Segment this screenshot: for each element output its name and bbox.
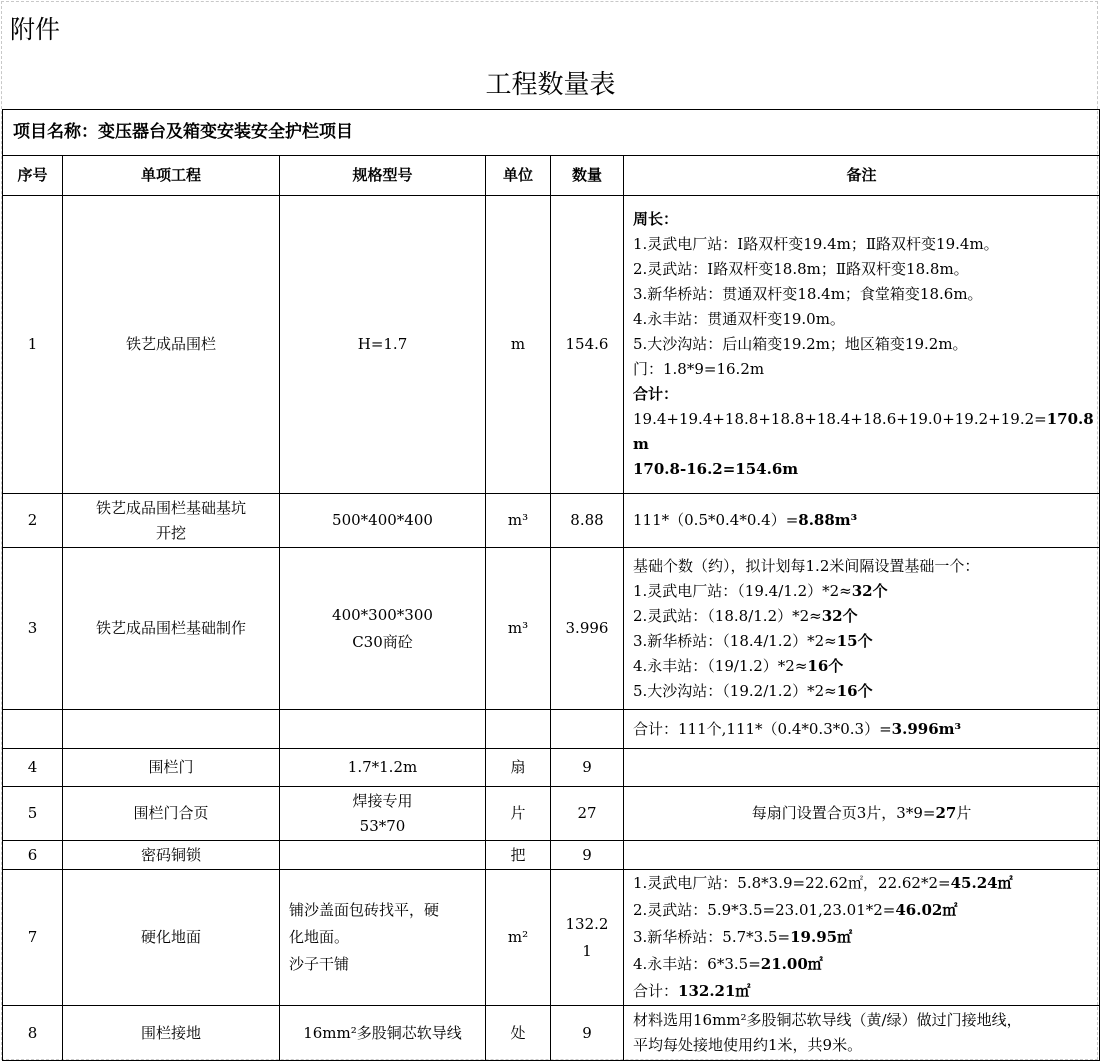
spec-line: 化地面。 [289,928,350,946]
empty-cell [551,710,624,749]
row-no: 4 [3,749,63,787]
table-row [3,196,1100,494]
row-qty: 27 [551,787,624,841]
row-spec [280,548,486,710]
row-qty: 9 [551,841,624,870]
spec-line: C30商砼 [352,632,413,651]
col-header-unit: 单位 [486,156,551,196]
note-line: 2.灵武站：5.9*3.5=23.01,23.01*2=46.02㎡ [633,901,958,919]
item-line: 开挖 [155,523,186,542]
row-qty: 154.6 [551,196,624,494]
row-notes [624,1006,1100,1061]
row-item: 密码铜锁 [63,841,280,870]
row-qty: 9 [551,1006,624,1061]
row-no: 6 [3,841,63,870]
row-qty: 8.88 [551,494,624,548]
header-row [3,156,1100,196]
table-row [3,494,1100,548]
table-row [3,749,1100,787]
note-line: 5.大沙沟站：（19.2/1.2）*2≈16个 [633,681,873,700]
note-line: 合计：132.21㎡ [633,982,751,1000]
row-spec [280,841,486,870]
note-line: 2.灵武站：（18.8/1.2）*2≈32个 [633,606,858,625]
col-header-spec: 规格型号 [280,156,486,196]
note-line: 3.新华桥站：贯通双杆变18.4m；食堂箱变18.6m。 [633,285,983,303]
row-item: 围栏门 [63,749,280,787]
row-item [63,494,280,548]
quantity-table [2,109,1100,1061]
row-notes [624,548,1100,710]
note-line: 3.新华桥站：5.7*3.5=19.95㎡ [633,928,853,946]
row-no: 5 [3,787,63,841]
row-item: 铁艺成品围栏 [63,196,280,494]
row-item: 围栏门合页 [63,787,280,841]
empty-cell [280,710,486,749]
row-qty: 9 [551,749,624,787]
row-unit: 片 [486,787,551,841]
note-line: 5.大沙沟站：后山箱变19.2m；地区箱变19.2m。 [633,335,968,353]
row-item: 硬化地面 [63,870,280,1006]
row-item: 铁艺成品围栏基础制作 [63,548,280,710]
note-line: 平均每处接地使用约1米，共9米。 [633,1036,863,1054]
row-notes: 每扇门设置合页3片，3*9=27片 [624,787,1100,841]
row-unit: m² [486,870,551,1006]
note-line: 周长： [633,210,679,228]
note-line: 170.8-16.2=154.6m [633,460,799,478]
row-unit: m³ [486,548,551,710]
empty-cell [63,710,280,749]
project-name: 项目名称：变压器台及箱变安装安全护栏项目 [3,110,1100,156]
note-line: 4.永丰站：贯通双杆变19.0m。 [633,310,845,328]
sum-expression: 19.4+19.4+18.8+18.8+18.4+18.6+19.0+19.2+19.2= [633,410,1047,428]
table-row [3,548,1100,710]
note-text: 111*（0.5*0.4*0.4）= [633,511,799,529]
row-notes [624,749,1100,787]
row-spec: H=1.7 [280,196,486,494]
project-row [3,110,1100,156]
note-line: 1.灵武电厂站：5.8*3.9=22.62㎡，22.62*2=45.24㎡ [633,874,1013,892]
spec-line: 沙子干铺 [289,955,350,973]
row-no: 3 [3,548,63,710]
row-qty [551,870,624,1006]
row-no: 8 [3,1006,63,1061]
qty-line: 132.2 [565,914,609,933]
row-spec: 16mm²多股铜芯软导线 [280,1006,486,1061]
note-line: 合计： [633,385,679,403]
note-line: 1.灵武电厂站：Ⅰ路双杆变19.4m；Ⅱ路双杆变19.4m。 [633,235,999,253]
spec-line: 400*300*300 [332,605,433,624]
row-notes [624,870,1100,1006]
row-unit: 处 [486,1006,551,1061]
row-item: 围栏接地 [63,1006,280,1061]
row-spec [280,787,486,841]
row-notes [624,841,1100,870]
empty-cell [486,710,551,749]
table-row [3,710,1100,749]
note-line: 3.新华桥站：（18.4/1.2）*2≈15个 [633,631,873,650]
row-notes [624,710,1100,749]
note-line: 基础个数（约），拟计划每1.2米间隔设置基础一个： [633,556,980,575]
row-notes [624,494,1100,548]
row-notes [624,196,1100,494]
table-row [3,841,1100,870]
annex-label: 附件 [10,15,61,44]
note-line: 4.永丰站：（19/1.2）*2≈16个 [633,656,844,675]
row-no: 2 [3,494,63,548]
table-row [3,1006,1100,1061]
row-spec: 500*400*400 [280,494,486,548]
note-line: 2.灵武站：Ⅰ路双杆变18.8m；Ⅱ路双杆变18.8m。 [633,260,969,278]
row-no: 1 [3,196,63,494]
note-line [633,407,1095,432]
empty-cell [3,710,63,749]
col-header-notes: 备注 [624,156,1100,196]
table-row [3,870,1100,1006]
item-line: 铁艺成品围栏基础基坑 [95,498,246,517]
row-unit: 扇 [486,749,551,787]
table-row [3,787,1100,841]
note-value: 8.88m³ [798,511,858,529]
row-qty: 3.996 [551,548,624,710]
row-unit: m [486,196,551,494]
note-value: 3.996m³ [891,719,962,738]
spec-line: 焊接专用 [352,791,413,810]
row-unit: m³ [486,494,551,548]
note-text: 合计：111个,111*（0.4*0.3*0.3）= [633,719,892,738]
qty-line: 1 [582,941,592,960]
col-header-qty: 数量 [551,156,624,196]
note-line: 1.灵武电厂站：（19.4/1.2）*2≈32个 [633,581,888,600]
row-unit: 把 [486,841,551,870]
sum-result: 170.8 [1046,410,1094,428]
row-spec [280,870,486,1006]
spec-line: 铺沙盖面包砖找平，硬 [289,901,440,919]
row-spec: 1.7*1.2m [280,749,486,787]
spec-line: 53*70 [359,816,406,835]
row-no: 7 [3,870,63,1006]
note-line: 材料选用16mm²多股铜芯软导线（黄/绿）做过门接地线， [633,1011,1022,1029]
note-line: 门：1.8*9=16.2m [633,360,765,378]
note-line: m [633,435,649,453]
document-title: 工程数量表 [485,70,616,100]
note-line: 4.永丰站：6*3.5=21.00㎡ [633,955,823,973]
col-header-no: 序号 [3,156,63,196]
col-header-item: 单项工程 [63,156,280,196]
